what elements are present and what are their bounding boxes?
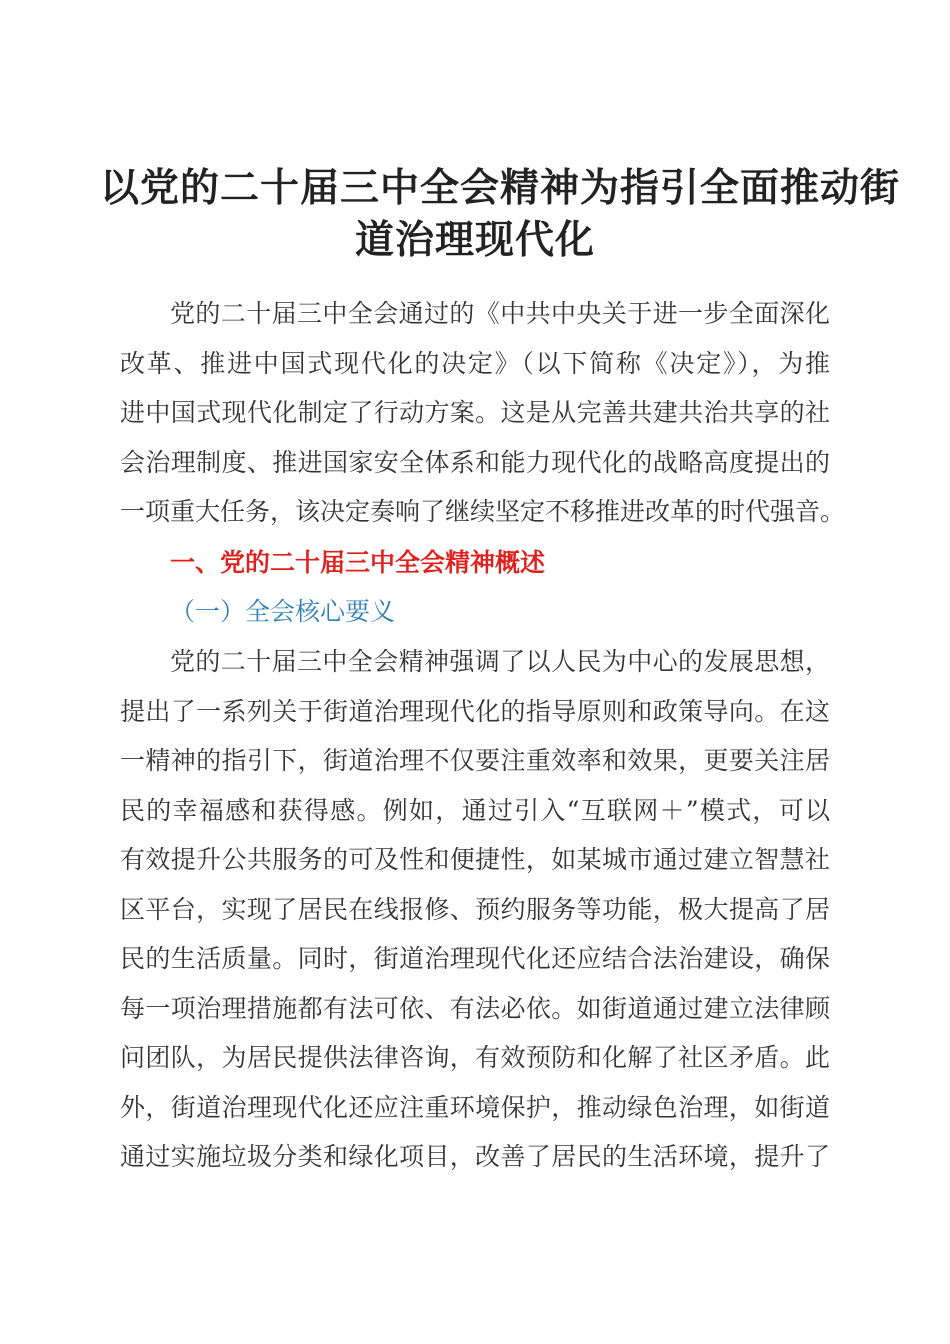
title-line: 道治理现代化 — [354, 217, 595, 263]
core-requirements-paragraph — [120, 637, 830, 1182]
paragraph-line: 进中国式现代化制定了行动方案。这是从完善共建共治共享的社 — [120, 398, 830, 427]
title-line: 以党的二十届三中全会精神为指引全面推动街 — [100, 165, 901, 211]
paragraph-line: 每一项治理措施都有法可依、有法必依。如街道通过建立法律顾 — [120, 993, 830, 1023]
paragraph-line: 提出了一系列关于街道治理现代化的指导原则和政策导向。在这 — [120, 696, 830, 726]
section-heading-1: 一、党的二十届三中全会精神概述 — [170, 548, 546, 577]
paragraph-line: 改革、推进中国式现代化的决定》（以下简称《决定》），为推 — [120, 348, 830, 378]
paragraph-line: 一项重大任务，该决定奏响了继续坚定不移推进改革的时代强音。 — [120, 497, 846, 526]
paragraph-line: 党的二十届三中全会通过的《中共中央关于进一步全面深化 — [170, 299, 830, 328]
paragraph-line: 民的幸福感和获得感。例如，通过引入“互联网＋”模式，可以 — [120, 795, 830, 825]
paragraph-line: 有效提升公共服务的可及性和便捷性，如某城市通过建立智慧社 — [120, 845, 830, 874]
paragraph-line: 一精神的指引下，街道治理不仅要注重效率和效果，更要关注居 — [120, 746, 830, 775]
subsection-heading-1: （一）全会核心要义 — [170, 597, 396, 626]
paragraph-line: 问团队，为居民提供法律咨询，有效预防和化解了社区矛盾。此 — [120, 1043, 830, 1072]
paragraph-line: 通过实施垃圾分类和绿化项目，改善了居民的生活环境，提升了 — [120, 1142, 830, 1171]
paragraph-line: 民的生活质量。同时，街道治理现代化还应结合法治建设，确保 — [120, 944, 830, 973]
intro-paragraph — [120, 289, 846, 537]
paragraph-line: 党的二十届三中全会精神强调了以人民为中心的发展思想， — [170, 647, 830, 676]
paragraph-line: 会治理制度、推进国家安全体系和能力现代化的战略高度提出的 — [120, 447, 830, 477]
paragraph-line: 区平台，实现了居民在线报修、预约服务等功能，极大提高了居 — [120, 894, 830, 924]
document-title — [100, 162, 901, 266]
paragraph-line: 外，街道治理现代化还应注重环境保护，推动绿色治理，如街道 — [120, 1092, 830, 1122]
